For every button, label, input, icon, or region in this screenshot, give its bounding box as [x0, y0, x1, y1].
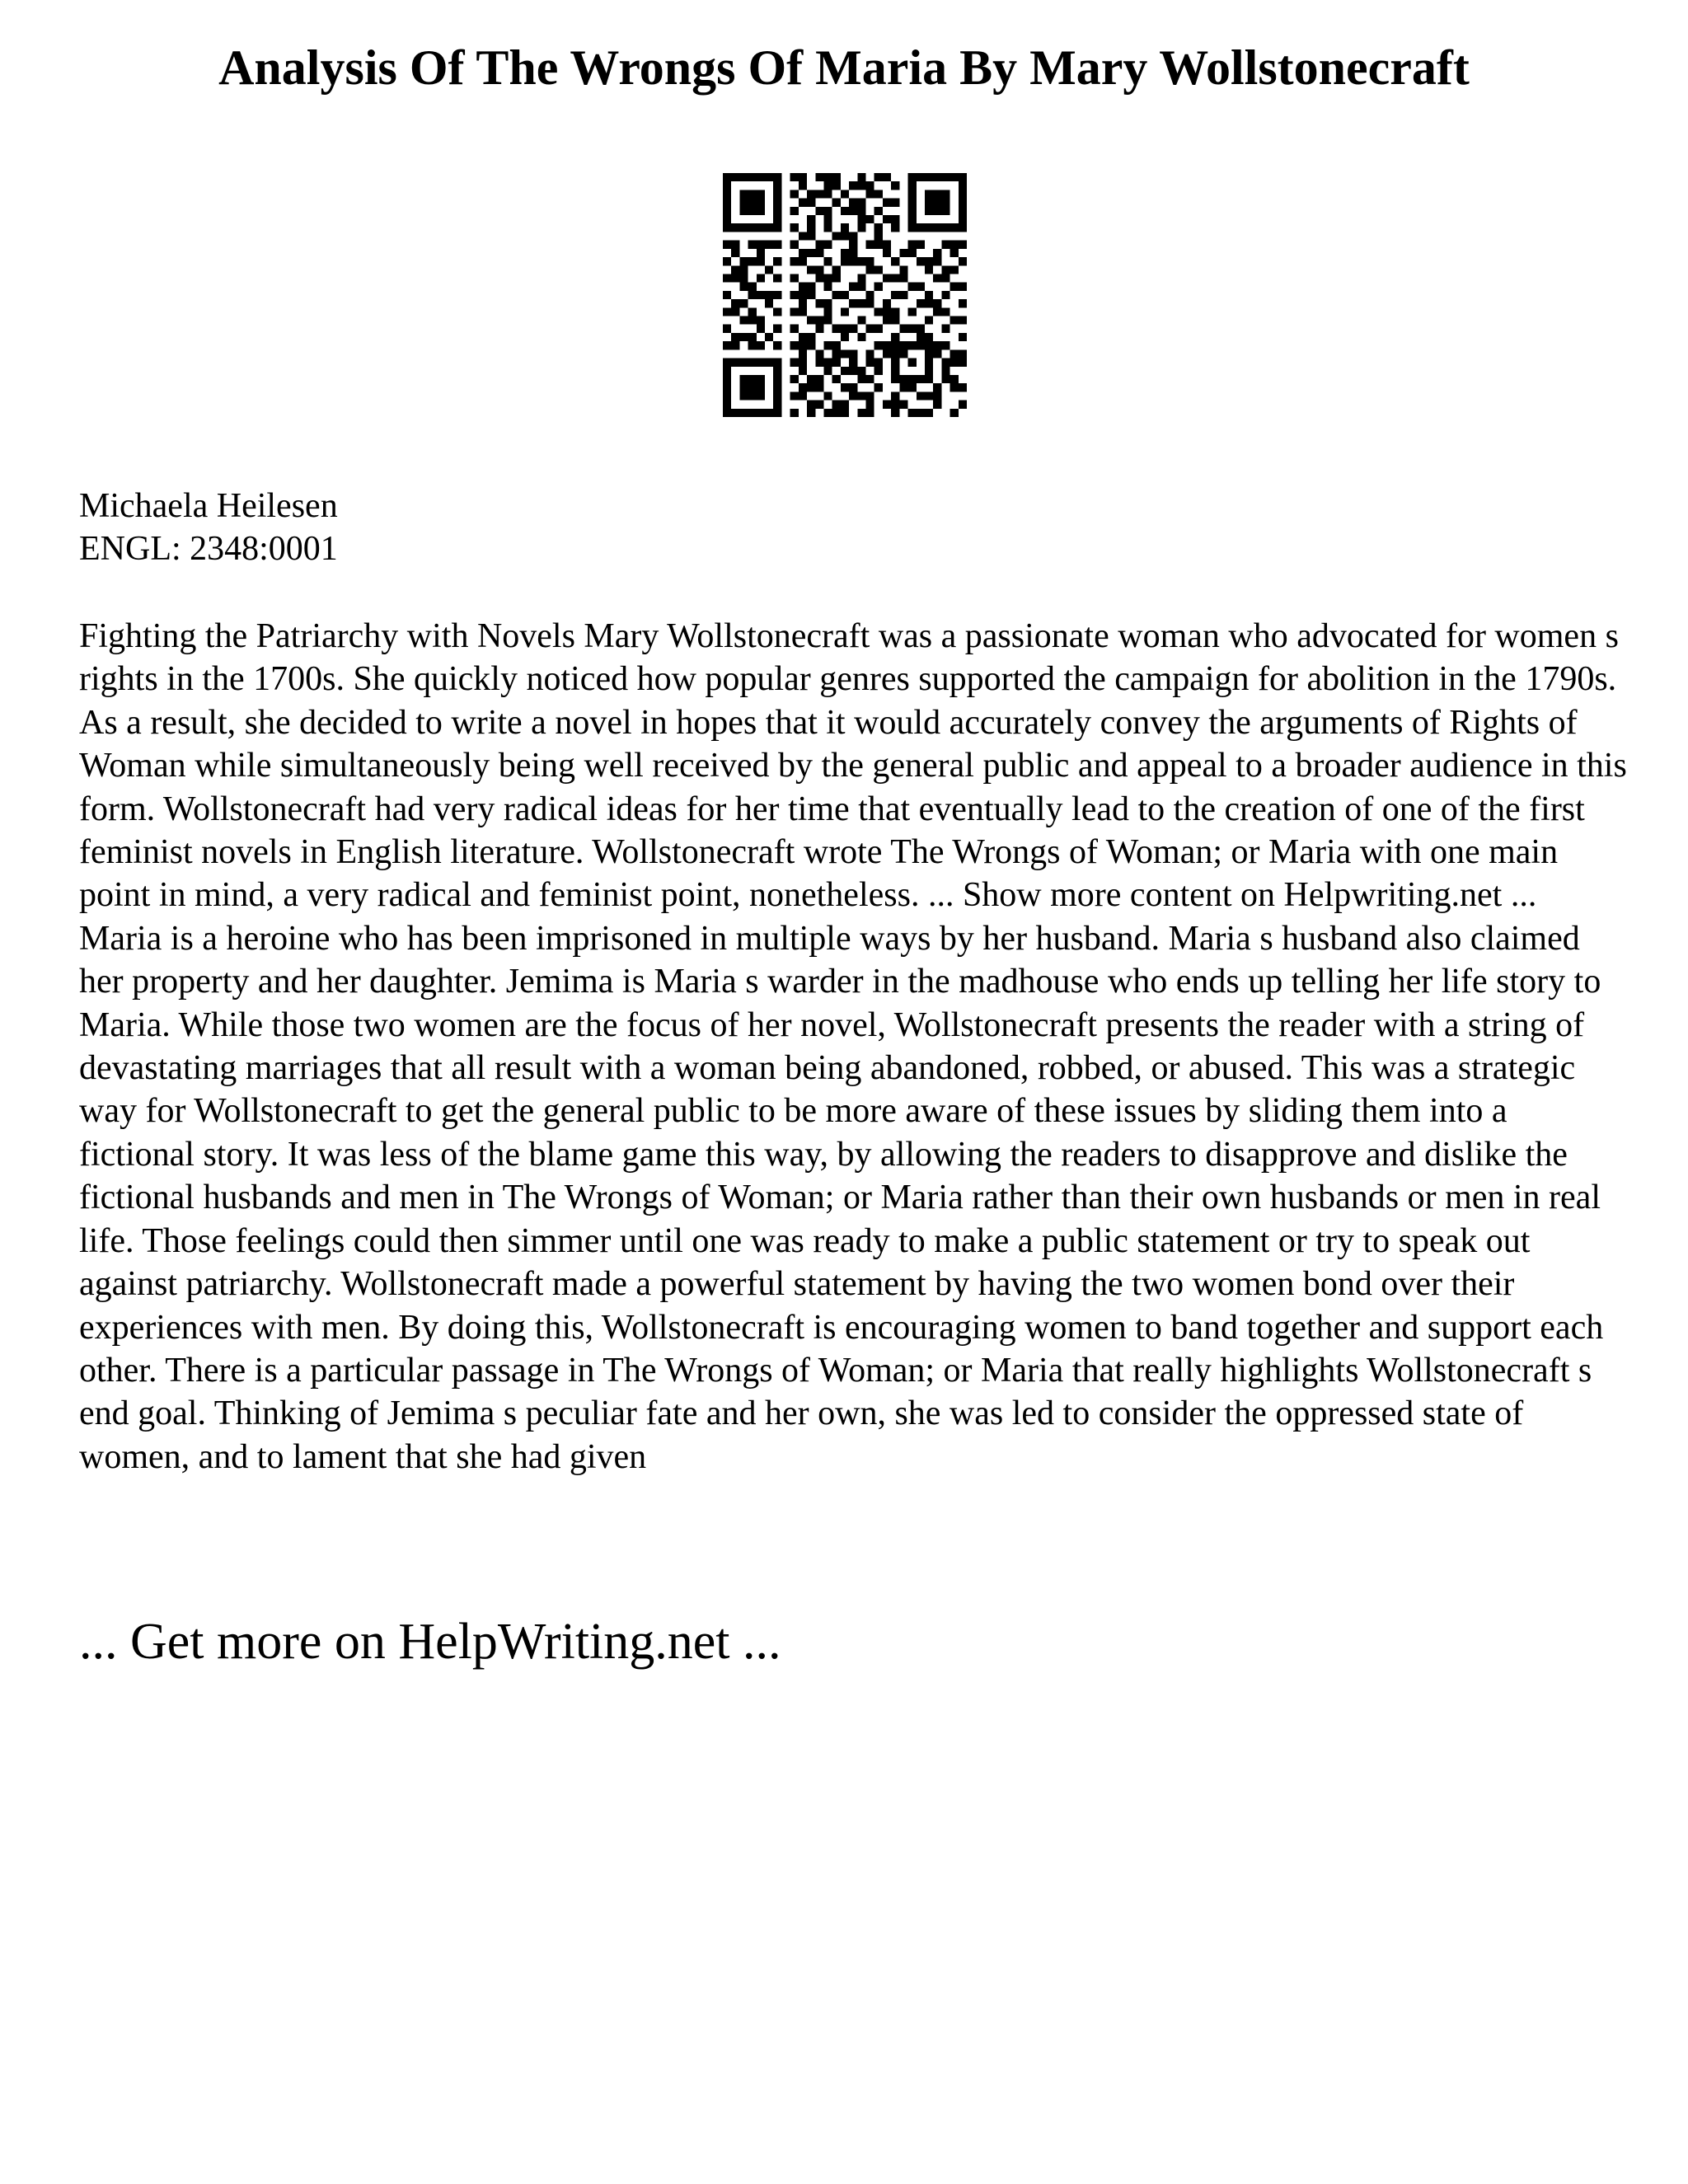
author-name: Michaela Heilesen [79, 487, 338, 525]
paragraph-1: Fighting the Patriarchy with Novels Mary Wollstonecraft was a passionate woman who advocated for women s rights in the 1700s. She quickly noticed how popular genres supported the campaign for abolition in the 1790s. As a result, she decided to write a novel in hopes that it would accurately convey the arguments of Rights of Woman while simultaneously being well received by the general public and appeal to a broader audience in this form. Wollstonecraft had very radical ideas for her time that eventually lead to the creation of one of the first feminist novels in English literature. Wollstonecraft wrote The Wrongs of Woman; or Maria with one main point in mind, a very radical and feminist point, nonetheless. ... Show more content on Helpwriting.net ... [79, 617, 1627, 915]
document-title: Analysis Of The Wrongs Of Maria By Mary Wollstonecraft [218, 40, 1470, 95]
qr-code-graphic [723, 173, 967, 417]
body-text [79, 615, 1629, 1479]
course-code: ENGL: 2348:0001 [79, 530, 338, 568]
qr-code[interactable] [723, 173, 967, 417]
get-more-link[interactable]: ... Get more on HelpWriting.net ... [79, 1614, 781, 1670]
author-block [79, 485, 338, 570]
paragraph-2: Maria is a heroine who has been imprisoned in multiple ways by her husband. Maria s husband also claimed her property and her daughter. Jemima is Maria s warder in the madhouse who ends up telling her life story to Maria. While those two women are the focus of her novel, Wollstonecraft presents the reader with a string of devastating marriages that all result with a woman being abandoned, robbed, or abused. This was a strategic way for Wollstonecraft to get the general public to be more aware of these issues by sliding them into a fictional story. It was less of the blame game this way, by allowing the readers to disapprove and dislike the fictional husbands and men in The Wrongs of Woman; or Maria rather than their own husbands or men in real life. Those feelings could then simmer until one was ready to make a public statement or try to speak out against patriarchy. Wollstonecraft made a powerful statement by having the two women bond over their experiences with men. By doing this, Wollstonecraft is encouraging women to band together and support each other. There is a particular passage in The Wrongs of Woman; or Maria that really highlights Wollstonecraft s end goal. Thinking of Jemima s peculiar fate and her own, she was led to consider the oppressed state of women, and to lament that she had given [79, 919, 1604, 1476]
